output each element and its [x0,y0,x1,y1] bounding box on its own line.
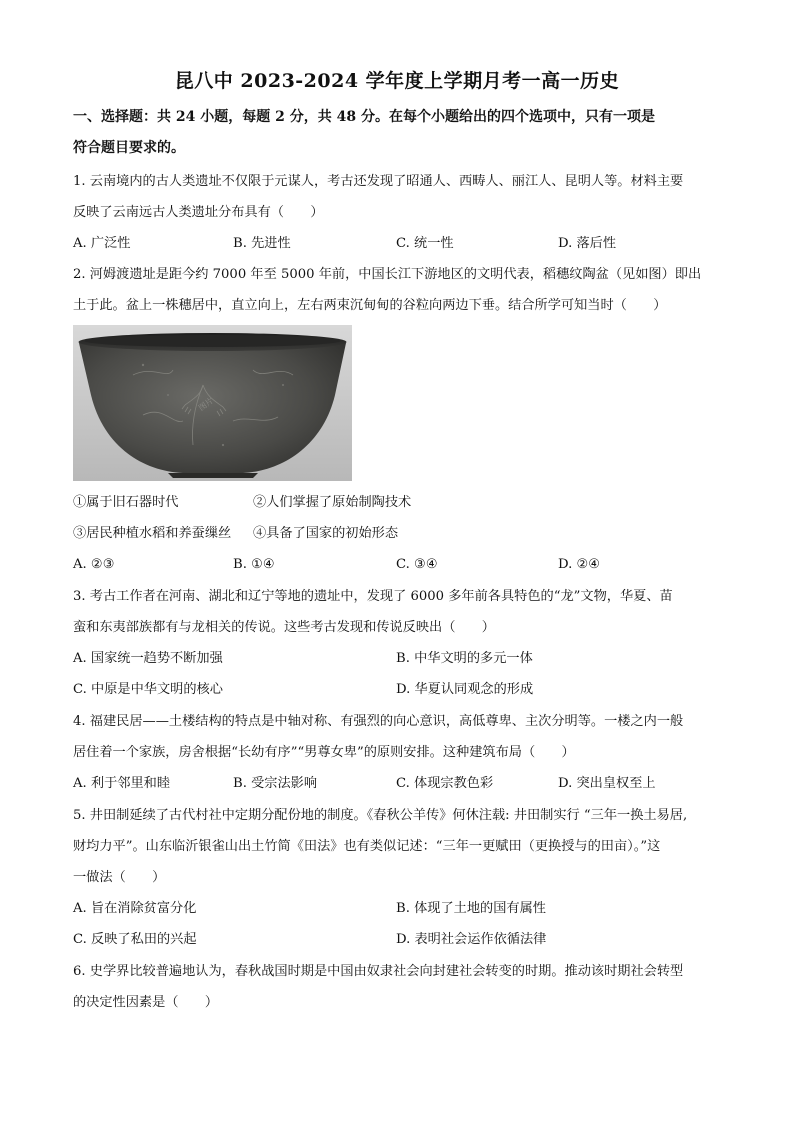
question-2-item-1: ①属于旧石器时代 [73,495,179,510]
question-3-option-c: C. 中原是中华文明的核心 [73,682,223,697]
question-4-option-b: B. 受宗法影响 [233,776,318,791]
question-2-line-2: 土于此。盆上一株穗居中，直立向上，左右两束沉甸甸的谷粒向两边下垂。结合所学可知当时（ ） [73,298,667,313]
question-4-option-c: C. 体现宗教色彩 [396,776,494,791]
question-1-line-1: 1. 云南境内的古人类遗址不仅限于元谋人，考古还发现了昭通人、西畴人、丽江人、昆明人等。材料主要 [73,174,684,189]
pottery-bowl-illustration [73,325,352,481]
question-2-option-a: A. ②③ [73,557,115,572]
question-1-line-2: 反映了云南远古人类遗址分布具有（ ） [73,205,324,220]
question-1-option-a: A. 广泛性 [73,236,131,251]
question-4-option-d: D. 突出皇权至上 [558,776,656,791]
section-heading-line-2: 符合题目要求的。 [73,140,185,156]
question-1-option-d: D. 落后性 [558,236,617,251]
question-1-option-b: B. 先进性 [233,236,291,251]
question-2-option-b: B. ①④ [233,557,275,572]
question-5-option-d: D. 表明社会运作依循法律 [396,932,547,947]
question-2-item-3: ③居民种植水稻和养蚕缫丝 [73,526,232,541]
question-5-line-1: 5. 井田制延续了古代村社中定期分配份地的制度。《春秋公羊传》何休注载: 井田制实行 “三年一换土易居, [73,808,688,823]
image-watermark: 图片 [196,396,216,413]
question-4-line-1: 4. 福建民居——土楼结构的特点是中轴对称、有强烈的向心意识，高低尊卑、主次分明等。一楼之内一般 [73,714,684,729]
question-2-line-1: 2. 河姆渡遗址是距今约 7000 年至 5000 年前，中国长江下游地区的文明代表，稻穗纹陶盆（见如图）即出 [73,267,702,282]
question-6-line-1: 6. 史学界比较普遍地认为，春秋战国时期是中国由奴隶社会向封建社会转变的时期。推动该时期社会转型 [73,964,684,979]
page-title: 昆八中 2023-2024 学年度上学期月考一高一历史 [174,70,620,92]
question-3-option-a: A. 国家统一趋势不断加强 [73,651,223,666]
question-3-option-b: B. 中华文明的多元一体 [396,651,533,666]
question-3-line-2: 蛮和东夷部族都有与龙相关的传说。这些考古发现和传说反映出（ ） [73,620,495,635]
question-5-line-3: 一做法（ ） [73,870,166,885]
question-5-option-b: B. 体现了土地的国有属性 [396,901,546,916]
question-3-line-1: 3. 考古工作者在河南、湖北和辽宁等地的遗址中，发现了 6000 多年前各具特色的“龙”文物，华夏、苗 [73,589,673,604]
question-2-item-4: ④具备了国家的初始形态 [253,526,399,541]
rice-pattern-pottery-bowl-image [73,325,352,481]
question-5-line-2: 财均力平”。山东临沂银雀山出土竹简《田法》也有类似记述：“三年一更赋田（更换授与的田亩）。”这 [73,839,661,854]
question-3-option-d: D. 华夏认同观念的形成 [396,682,534,697]
question-4-option-a: A. 利于邻里和睦 [73,776,171,791]
section-heading-line-1: 一、选择题：共 24 小题，每题 2 分，共 48 分。在每个小题给出的四个选项中，只有一项是 [73,109,655,125]
question-2-item-2: ②人们掌握了原始制陶技术 [253,495,412,510]
question-5-option-a: A. 旨在消除贫富分化 [73,901,197,916]
question-5-option-c: C. 反映了私田的兴起 [73,932,197,947]
question-2-option-c: C. ③④ [396,557,438,572]
question-6-line-2: 的决定性因素是（ ） [73,995,219,1010]
question-4-line-2: 居住着一个家族，房舍根据“长幼有序”“男尊女卑”的原则安排。这种建筑布局（ ） [73,745,575,760]
question-2-option-d: D. ②④ [558,557,601,572]
question-1-option-c: C. 统一性 [396,236,454,251]
